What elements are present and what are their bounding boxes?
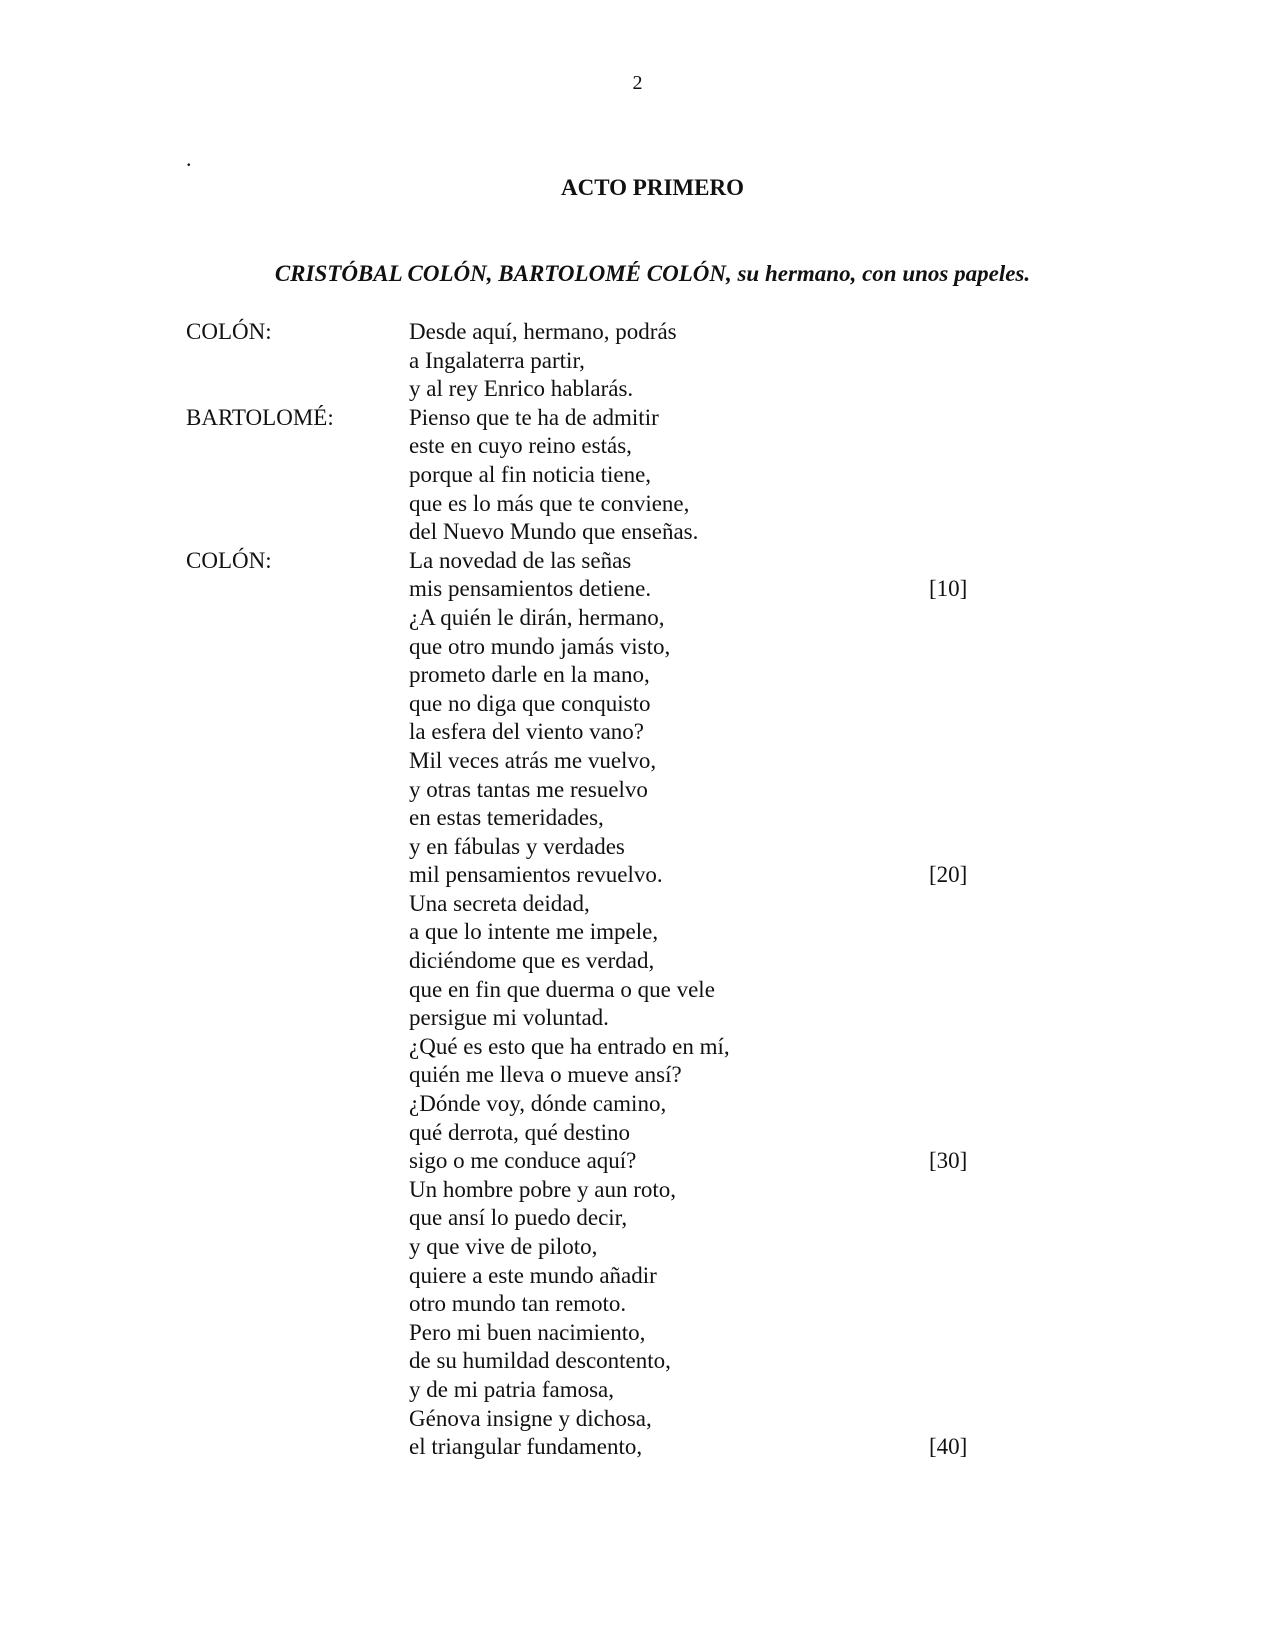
verse-line [186, 861, 1086, 890]
verse-text: y al rey Enrico hablarás. [409, 376, 634, 402]
verse-block [186, 318, 1086, 1462]
verse-line [186, 1004, 1086, 1033]
verse-text: La novedad de las señas [409, 547, 632, 573]
verse-text: y otras tantas me resuelvo [409, 776, 648, 802]
act-title: ACTO PRIMERO [561, 175, 744, 200]
speaker-name: COLÓN: [186, 319, 272, 344]
verse-text: del Nuevo Mundo que enseñas. [409, 519, 699, 545]
speaker-name: BARTOLOMÉ: [186, 404, 334, 430]
stage-direction: CRISTÓBAL COLÓN, BARTOLOMÉ COLÓN, su hermano, con unos papeles. [274, 261, 1031, 286]
verse-line [186, 1319, 1086, 1348]
verse-text: mil pensamientos revuelvo. [409, 862, 663, 888]
verse-text: y en fábulas y verdades [409, 833, 625, 859]
stray-mark: . [186, 146, 192, 171]
verse-text: otro mundo tan remoto. [409, 1291, 627, 1317]
verse-line [186, 890, 1086, 919]
verse-text: ¿Qué es esto que ha entrado en mí, [409, 1033, 730, 1059]
verse-line [186, 1376, 1086, 1405]
verse-line [186, 318, 1086, 347]
verse-text: a Ingalaterra partir, [409, 347, 585, 373]
verse-line [186, 976, 1086, 1005]
verse-line [186, 1147, 1086, 1176]
verse-text: este en cuyo reino estás, [409, 433, 632, 459]
verse-line [186, 432, 1086, 461]
verse-text: que otro mundo jamás visto, [409, 633, 671, 659]
verse-text: que en fin que duerma o que vele [409, 976, 715, 1002]
verse-line [186, 833, 1086, 862]
verse-line [186, 575, 1086, 604]
verse-text: y que vive de piloto, [409, 1234, 598, 1259]
verse-text: y de mi patria famosa, [409, 1376, 615, 1402]
verse-line [186, 1233, 1086, 1262]
verse-text: Mil veces atrás me vuelvo, [409, 747, 657, 773]
verse-line [186, 747, 1086, 776]
verse-line [186, 1061, 1086, 1090]
verse-text: la esfera del viento vano? [409, 719, 644, 745]
verse-text: persigue mi voluntad. [409, 1005, 609, 1031]
verse-text: quién me lleva o mueve ansí? [409, 1062, 682, 1088]
verse-line [186, 1262, 1086, 1291]
verse-line [186, 1433, 1086, 1462]
verse-line [186, 1290, 1086, 1319]
line-number: [40] [929, 1434, 968, 1460]
verse-line [186, 547, 1086, 576]
verse-line [186, 375, 1086, 404]
verse-line [186, 690, 1086, 719]
verse-text: a que lo intente me impele, [409, 919, 659, 945]
verse-line [186, 404, 1086, 433]
verse-text: Una secreta deidad, [409, 890, 590, 916]
verse-text: que no diga que conquisto [409, 690, 651, 716]
verse-text: de su humildad descontento, [409, 1348, 671, 1374]
verse-text: prometo darle en la mano, [409, 662, 650, 688]
verse-text: que ansí lo puedo decir, [409, 1205, 628, 1231]
verse-text: que es lo más que te conviene, [409, 490, 690, 516]
verse-line [186, 490, 1086, 519]
verse-line [186, 633, 1086, 662]
verse-text: diciéndome que es verdad, [409, 948, 655, 974]
line-number: [20] [929, 862, 968, 888]
verse-line [186, 347, 1086, 376]
verse-text: mis pensamientos detiene. [409, 576, 652, 602]
verse-text: el triangular fundamento, [409, 1434, 643, 1460]
verse-text: ¿A quién le dirán, hermano, [409, 604, 665, 630]
verse-text: en estas temeridades, [409, 805, 604, 831]
verse-text: Pero mi buen nacimiento, [409, 1319, 646, 1345]
speaker-name: COLÓN: [186, 547, 272, 573]
verse-line [186, 776, 1086, 805]
verse-line [186, 1176, 1086, 1205]
verse-text: Un hombre pobre y aun roto, [409, 1176, 676, 1202]
verse-text: sigo o me conduce aquí? [409, 1148, 637, 1174]
verse-text: ¿Dónde voy, dónde camino, [409, 1091, 667, 1117]
verse-text: qué derrota, qué destino [409, 1119, 630, 1145]
verse-line [186, 1119, 1086, 1148]
verse-line [186, 604, 1086, 633]
verse-line [186, 1347, 1086, 1376]
verse-text: Desde aquí, hermano, podrás [409, 319, 677, 344]
verse-line [186, 661, 1086, 690]
verse-line [186, 918, 1086, 947]
verse-text: Pienso que te ha de admitir [409, 404, 659, 430]
verse-line [186, 1405, 1086, 1434]
verse-line [186, 1204, 1086, 1233]
verse-line [186, 1033, 1086, 1062]
verse-text: quiere a este mundo añadir [409, 1262, 657, 1288]
line-number: [30] [929, 1148, 968, 1174]
verse-line [186, 461, 1086, 490]
verse-text: Génova insigne y dichosa, [409, 1405, 652, 1431]
verse-line [186, 804, 1086, 833]
page-number: 2 [632, 72, 643, 94]
verse-text: porque al fin noticia tiene, [409, 461, 652, 487]
verse-line [186, 947, 1086, 976]
verse-line [186, 518, 1086, 547]
verse-line [186, 718, 1086, 747]
line-number: [10] [929, 576, 968, 602]
verse-line [186, 1090, 1086, 1119]
